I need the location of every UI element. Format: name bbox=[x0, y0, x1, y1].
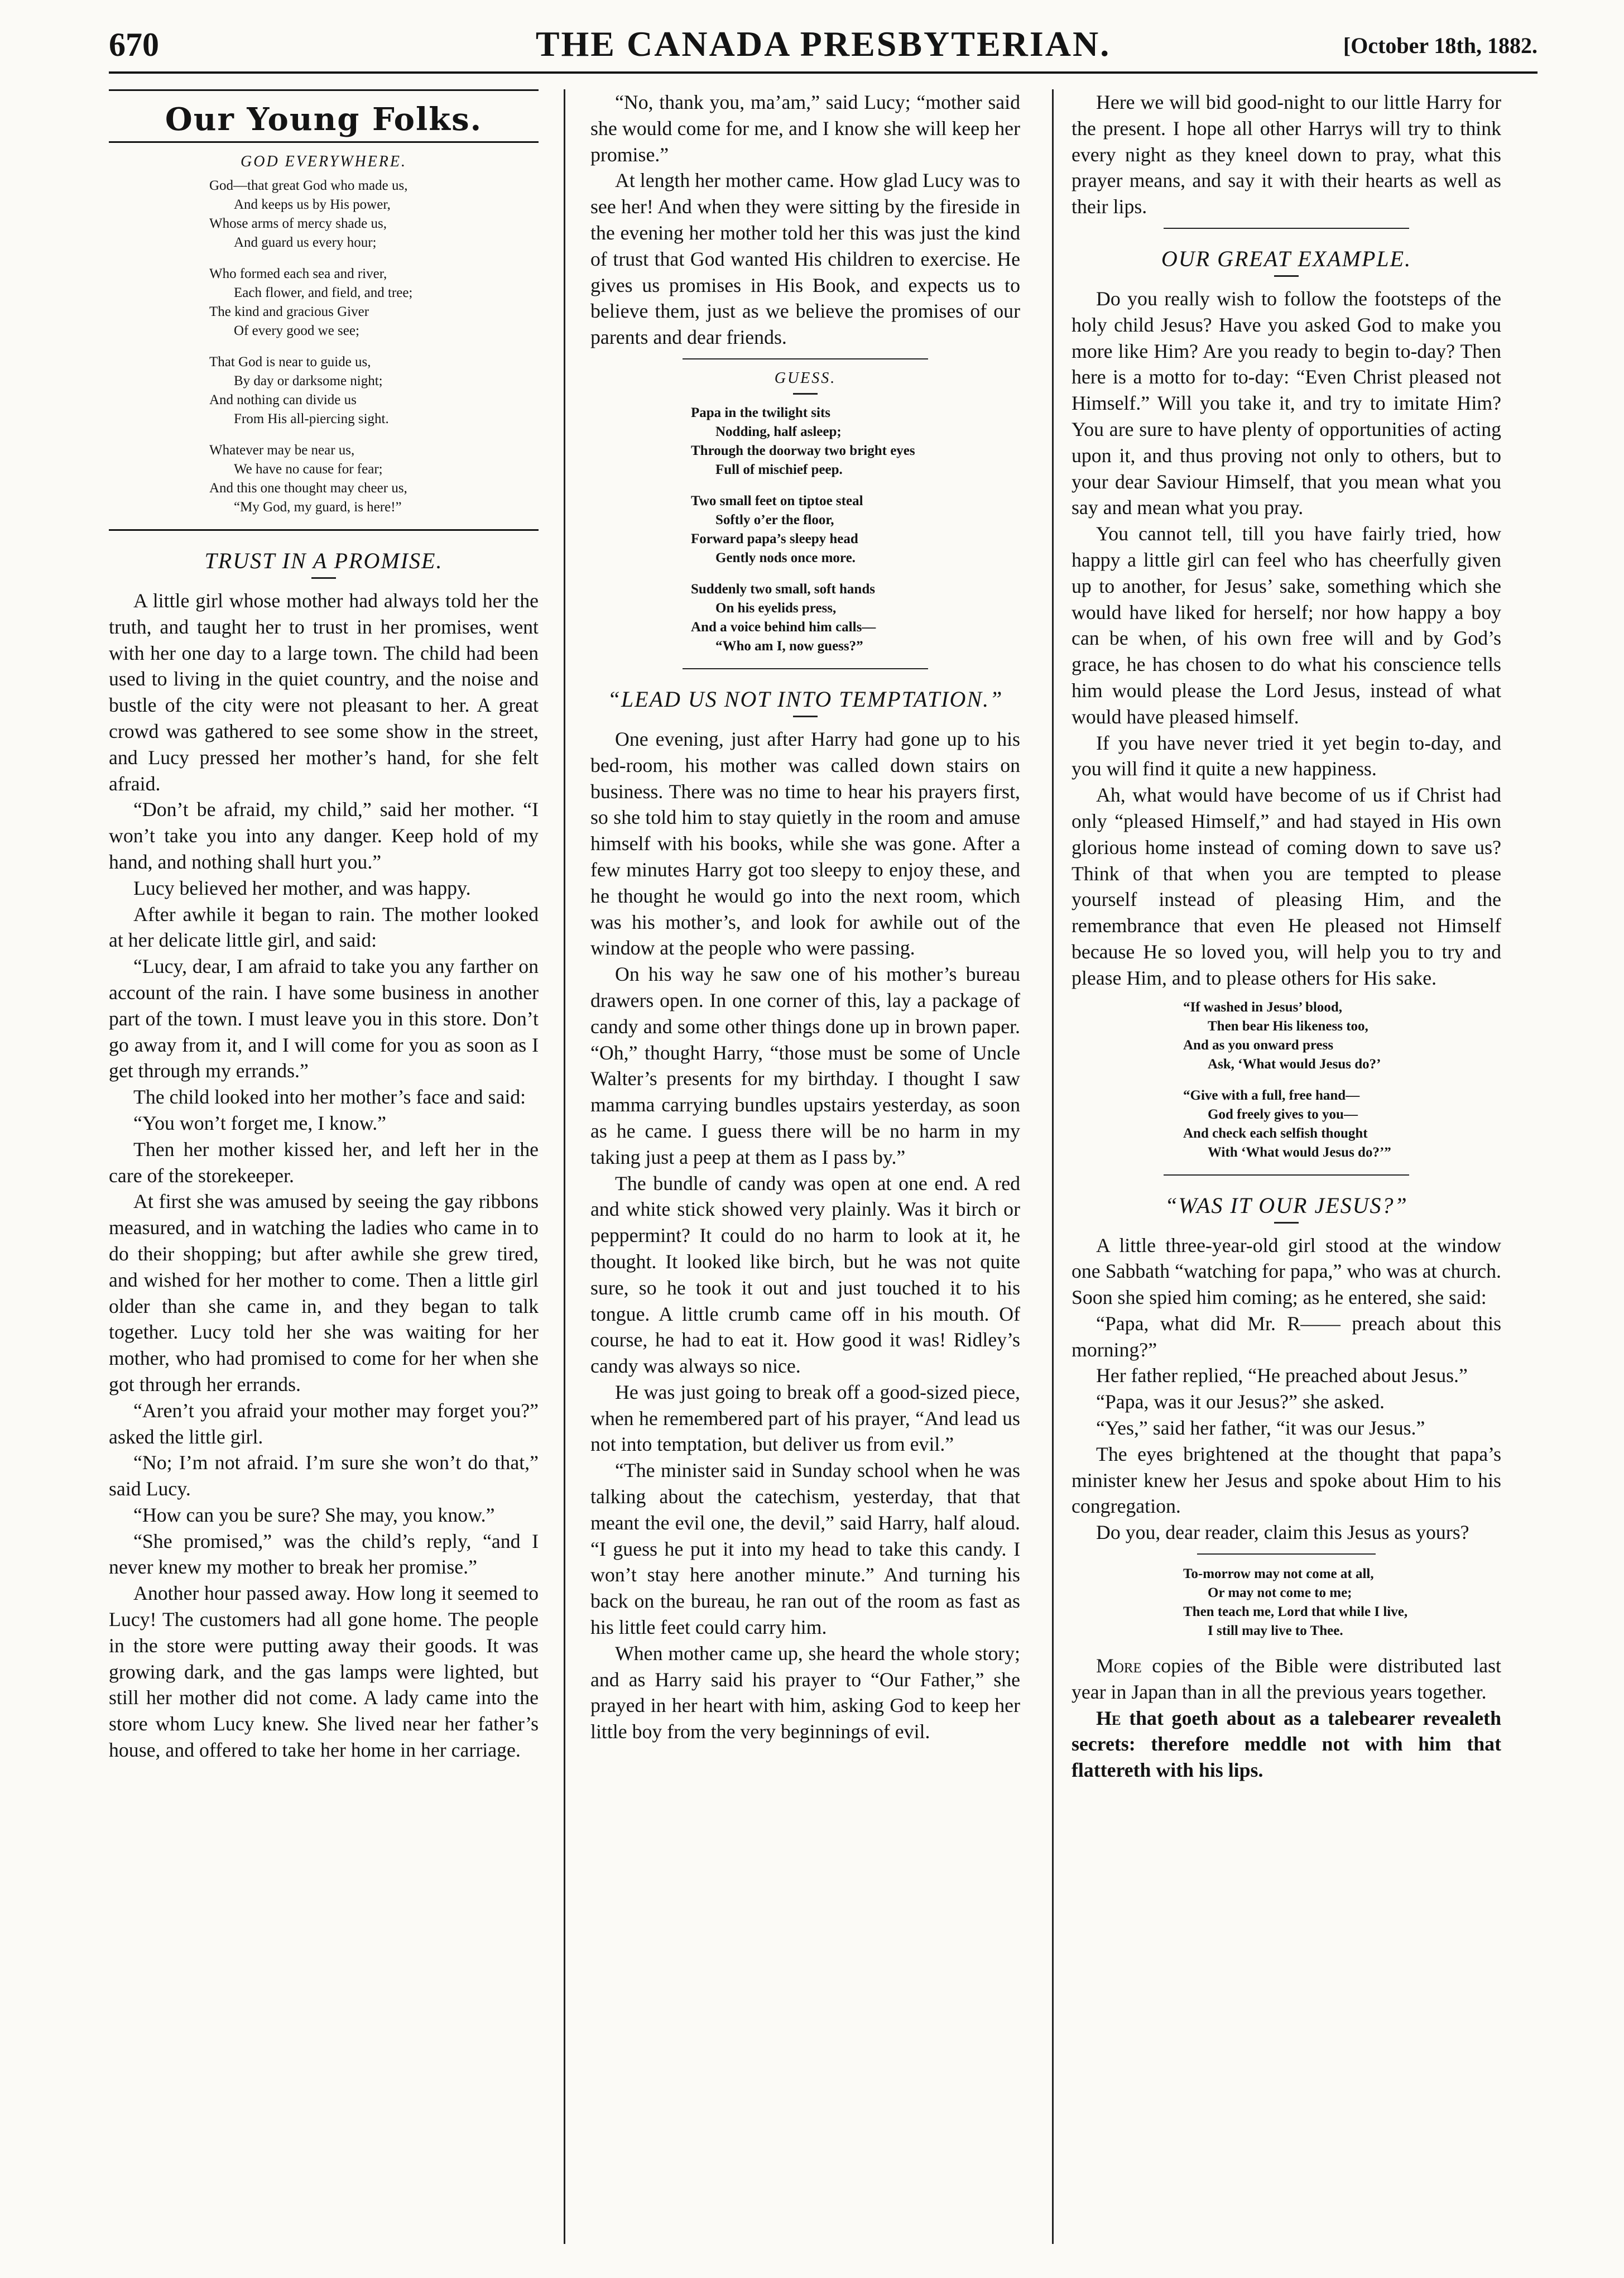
article-title: TRUST IN A PROMISE. bbox=[204, 548, 443, 573]
rule bbox=[109, 89, 539, 91]
verse-to-morrow bbox=[1072, 1565, 1501, 1641]
poem-line: And a voice behind him calls— bbox=[691, 619, 876, 635]
paper-title: THE CANADA PRESBYTERIAN. bbox=[535, 24, 1111, 64]
article-title: “WAS IT OUR JESUS?” bbox=[1165, 1192, 1408, 1218]
poem-title: GUESS. bbox=[774, 369, 837, 387]
poem-line: Then bear His likeness too, bbox=[1208, 1018, 1368, 1034]
poem-stanza bbox=[691, 580, 1020, 656]
news-note bbox=[1072, 1705, 1501, 1783]
title-rule bbox=[311, 577, 336, 579]
title-rule bbox=[1274, 1222, 1299, 1224]
paragraph: After awhile it began to rain. The mother looked at her delicate little girl, and said: bbox=[109, 903, 539, 952]
poem-title: GOD EVERYWHERE. bbox=[241, 153, 407, 170]
column-3 bbox=[1072, 89, 1501, 2255]
paragraph: “Don’t be afraid, my child,” said her mother. “I won’t take you into any danger. Keep hold of my hand, and nothing shall hurt you.” bbox=[109, 798, 539, 873]
poem-line: And this one thought may cheer us, bbox=[209, 481, 407, 496]
masthead bbox=[109, 23, 1537, 69]
poem-line: Nodding, half asleep; bbox=[715, 424, 842, 439]
poem-line: God—that great God who made us, bbox=[209, 178, 408, 193]
rule bbox=[109, 141, 539, 143]
poem-line: “Give with a full, free hand— bbox=[1183, 1087, 1360, 1103]
poem-line: Full of mischief peep. bbox=[715, 462, 843, 477]
paragraph: Lucy believed her mother, and was happy. bbox=[133, 876, 471, 899]
poem-stanza bbox=[1183, 1565, 1501, 1641]
poem-line: To-morrow may not come at all, bbox=[1183, 1566, 1374, 1582]
rule bbox=[1164, 228, 1409, 229]
poem-line: And keeps us by His power, bbox=[234, 197, 391, 212]
paragraph: “No, thank you, ma’am,” said Lucy; “mother said she would come for me, and I know she will keep her promise.” bbox=[590, 91, 1020, 166]
poem-line: “If washed in Jesus’ blood, bbox=[1183, 999, 1343, 1015]
poem-line: And check each selfish thought bbox=[1183, 1125, 1368, 1141]
poem-line: The kind and gracious Giver bbox=[209, 304, 369, 319]
paragraph: Do you, dear reader, claim this Jesus as yours? bbox=[1096, 1521, 1469, 1544]
poem-stanza bbox=[691, 492, 1020, 568]
paragraph: Here we will bid good-night to our little Harry for the present. I hope all other Harrys will try to think every night as they kneel down to pray, what this prayer means, and say it with their hearts as well as their lips. bbox=[1072, 91, 1501, 218]
poem-stanza bbox=[691, 404, 1020, 479]
poem-line: Who formed each sea and river, bbox=[209, 266, 387, 281]
poem-line: Of every good we see; bbox=[234, 323, 359, 338]
poem-line: Forward papa’s sleepy head bbox=[691, 531, 858, 546]
paragraph: When mother came up, she heard the whole story; and as Harry said his prayer to “Our Father,” she prayed in her heart with him, asking God to keep her little boy from the very beginnings of evil. bbox=[590, 1642, 1020, 1743]
paragraph: Another hour passed away. How long it seemed to Lucy! The customers had all gone home. The people in the store were putting away their goods. It was growing dark, and the gas lamps were lighted, but still her mother did not come. A lady came into the store whom Lucy knew. She lived near her father’s house, and offered to take her home in her carriage. bbox=[109, 1582, 539, 1762]
poem-line: With ‘What would Jesus do?’” bbox=[1208, 1144, 1391, 1160]
paragraph: The eyes brightened at the thought that papa’s minister knew her Jesus and spoke about Him to his congregation. bbox=[1072, 1442, 1501, 1518]
paragraph: At length her mother came. How glad Lucy was to see her! And when they were sitting by the fireside in the evening her mother told her this was just the kind of trust that God wanted His children to exercise. He gives us promises in His Book, and expects us to believe them, just as we believe the promises of our parents and dear friends. bbox=[590, 169, 1020, 349]
poem-line: “My God, my guard, is here!” bbox=[234, 500, 402, 515]
poem-line: Ask, ‘What would Jesus do?’ bbox=[1208, 1056, 1381, 1072]
paragraph: At first she was amused by seeing the gay ribbons measured, and in watching the ladies who came in to do their shopping; but after awhile she grew tired, and wished for her mother to come. Then a little girl older than she came in, and they began to talk together. Lucy told her she was waiting for her mother, who had promised to come for her when she got through her errands. bbox=[109, 1190, 539, 1395]
paragraph: “Papa, what did Mr. R—— preach about this morning?” bbox=[1072, 1312, 1501, 1361]
rule bbox=[1164, 1174, 1409, 1176]
column-1 bbox=[109, 89, 539, 2255]
poem-guess bbox=[590, 404, 1020, 656]
poem-line: I still may live to Thee. bbox=[1208, 1623, 1343, 1639]
poem-stanza bbox=[1183, 998, 1501, 1074]
poem-stanza bbox=[209, 176, 539, 252]
poem-line: Or may not come to me; bbox=[1208, 1585, 1352, 1601]
rule bbox=[109, 529, 539, 531]
paragraph: “Aren’t you afraid your mother may forget you?” asked the little girl. bbox=[109, 1399, 539, 1448]
paragraph: A little three-year-old girl stood at the window one Sabbath “watching for papa,” who was at church. Soon she spied him coming; as he entered, she said: bbox=[1072, 1234, 1501, 1309]
poem-line: Then teach me, Lord that while I live, bbox=[1183, 1604, 1408, 1620]
paragraph: “Papa, was it our Jesus?” she asked. bbox=[1096, 1390, 1385, 1413]
column-2 bbox=[590, 89, 1020, 2255]
poem-line: Papa in the twilight sits bbox=[691, 405, 831, 420]
note-lead: He bbox=[1096, 1706, 1121, 1729]
paragraph: “You won’t forget me, I know.” bbox=[133, 1111, 387, 1134]
poem-line: Suddenly two small, soft hands bbox=[691, 581, 875, 597]
poem-line: On his eyelids press, bbox=[715, 600, 837, 616]
poem-line: That God is near to guide us, bbox=[209, 354, 371, 370]
note-text: copies of the Bible were distributed last year in Japan than in all the previous years together. bbox=[1072, 1654, 1501, 1703]
poem-line: Each flower, and field, and tree; bbox=[234, 285, 413, 300]
paragraph: Then her mother kissed her, and left her in the care of the storekeeper. bbox=[109, 1138, 539, 1187]
article-title: OUR GREAT EXAMPLE. bbox=[1161, 246, 1412, 271]
paragraph: You cannot tell, till you have fairly tried, how happy a little girl can feel who has cheerfully given up to another, for Jesus’ sake, something which she would have liked for herself; nor how happy a boy can be when, of his own free will and by God’s grace, he has chosen to do what his conscience tells him would please the Lord Jesus, instead of what would have pleased himself. bbox=[1072, 522, 1501, 728]
paragraph: On his way he saw one of his mother’s bureau drawers open. In one corner of this, lay a package of candy and some other things done up in brown paper. “Oh,” thought Harry, “those must be some of Uncle Walter’s presents for my birthday. I thought I saw mamma carrying bundles upstairs yesterday, as soon as he came. I guess there will be no harm in my taking just a peep at them as I pass by.” bbox=[590, 963, 1020, 1168]
rule bbox=[683, 358, 928, 359]
paragraph: Her father replied, “He preached about Jesus.” bbox=[1096, 1364, 1468, 1387]
poem-line: And nothing can divide us bbox=[209, 392, 357, 407]
title-rule bbox=[793, 716, 818, 717]
paragraph: “Yes,” said her father, “it was our Jesus.” bbox=[1096, 1417, 1425, 1440]
poem-line: Whatever may be near us, bbox=[209, 443, 355, 458]
title-rule bbox=[1274, 275, 1299, 277]
paragraph: One evening, just after Harry had gone up to his bed-room, his mother was called down stairs on business. There was no time to hear his prayers first, so she told him to stay quietly in the room and amuse himself with his books, while she was gone. After a few minutes Harry got too sleepy to enjoy these, and he thought he would go into the next room, which was his mother’s, and look for awhile out of the window at the people who were passing. bbox=[590, 727, 1020, 960]
paragraph: If you have never tried it yet begin to-day, and you will find it quite a new happiness. bbox=[1072, 731, 1501, 780]
column-rule bbox=[1052, 89, 1054, 2244]
poem-stanza bbox=[209, 441, 539, 517]
poem-stanza bbox=[1183, 1086, 1501, 1162]
article-title: “LEAD US NOT INTO TEMPTATION.” bbox=[607, 686, 1003, 712]
paragraph: “She promised,” was the child’s reply, “and I never knew my mother to break her promise.” bbox=[109, 1529, 539, 1579]
page-number: 670 bbox=[109, 26, 159, 63]
poem-stanza bbox=[209, 353, 539, 429]
poem-line: Whose arms of mercy shade us, bbox=[209, 216, 387, 231]
paragraph: The child looked into her mother’s face and said: bbox=[133, 1086, 526, 1109]
note-text: that goeth about as a talebearer revealeth secrets: therefore meddle not with him that flattereth with his lips. bbox=[1072, 1706, 1501, 1782]
paragraph: Do you really wish to follow the footsteps of the holy child Jesus? Have you asked God to make you more like Him? Are you ready to begin to-day? Then here is a motto for to-day: “Even Christ pleased not Himself.” Will you take it, and try to imitate Him? You are sure to have plenty of opportunities of acting upon it, and thus proving not only to others, but to your dear Saviour Himself, that you mean what you say and mean what you pray. bbox=[1072, 287, 1501, 519]
paragraph: He was just going to break off a good-sized piece, when he remembered part of his prayer, “And lead us not into temptation, but deliver us from evil.” bbox=[590, 1380, 1020, 1456]
issue-date: [October 18th, 1882. bbox=[1343, 33, 1537, 58]
rule bbox=[683, 668, 928, 669]
paragraph: “No; I’m not afraid. I’m sure she won’t do that,” said Lucy. bbox=[109, 1451, 539, 1500]
paragraph: The bundle of candy was open at one end. A red and white stick showed very plainly. Was it birch or peppermint? It could do no harm to look at it, he thought. It looked like birch, but he was not quite sure, so he took it out and just touched it to his tongue. A little crumb came off in his mouth. Of course, he had to eat it. How good it was! Ridley’s candy was always so nice. bbox=[590, 1172, 1020, 1378]
poem-line: Gently nods once more. bbox=[715, 550, 856, 565]
poem-line: By day or darksome night; bbox=[234, 373, 383, 389]
poem-line: Softly o’er the floor, bbox=[715, 512, 834, 527]
poem-line: And guard us every hour; bbox=[234, 235, 377, 250]
department-title: Our Young Folks. bbox=[165, 101, 483, 138]
poem-stanza bbox=[209, 265, 539, 340]
poem-line: And as you onward press bbox=[1183, 1037, 1334, 1053]
masthead-rule bbox=[109, 71, 1537, 74]
poem-line: From His all-piercing sight. bbox=[234, 411, 389, 426]
column-rule bbox=[564, 89, 565, 2244]
note-lead: More bbox=[1096, 1654, 1142, 1677]
paragraph: “How can you be sure? She may, you know.” bbox=[133, 1503, 495, 1526]
paragraph: “The minister said in Sunday school when he was talking about the catechism, yesterday, that that meant the evil one, the devil,” said Harry, half aloud. “I guess he put it into my head to take this candy. I won’t stay here another minute.” And turning his back on the bureau, he ran out of the room as fast as his little feet could carry him. bbox=[590, 1459, 1020, 1639]
poem-line: Through the doorway two bright eyes bbox=[691, 443, 915, 458]
paragraph: “Lucy, dear, I am afraid to take you any farther on account of the rain. I have some business in another part of the town. I must leave you in this store. Don’t go away from it, and I will come for you as soon as I get through my errands.” bbox=[109, 955, 539, 1082]
title-rule bbox=[793, 393, 818, 395]
poem-line: We have no cause for fear; bbox=[234, 462, 383, 477]
poem-god-everywhere bbox=[109, 176, 539, 517]
poem-line: God freely gives to you— bbox=[1208, 1106, 1358, 1122]
poem-line: “Who am I, now guess?” bbox=[715, 638, 863, 654]
poem-line: Two small feet on tiptoe steal bbox=[691, 493, 863, 509]
rule bbox=[1197, 1553, 1376, 1555]
news-note bbox=[1072, 1653, 1501, 1705]
verse-what-would-jesus-do bbox=[1072, 998, 1501, 1162]
paragraph: A little girl whose mother had always told her the truth, and taught her to trust in her promises, went with her one day to a large town. The child had been used to living in the quiet country, and the noise and bustle of the city were not pleasant to her. A great crowd was gathered to see some show in the street, and Lucy pressed her mother’s hand, for she felt afraid. bbox=[109, 589, 539, 795]
paragraph: Ah, what would have become of us if Christ had only “pleased Himself,” and had stayed in His own glorious home instead of coming down to save us? Think of that when you are tempted to please yourself instead of pleasing Him, and the remembrance that even He pleased not Himself because He so loved you, will help you to try and please Him, and to please others for His sake. bbox=[1072, 784, 1501, 989]
